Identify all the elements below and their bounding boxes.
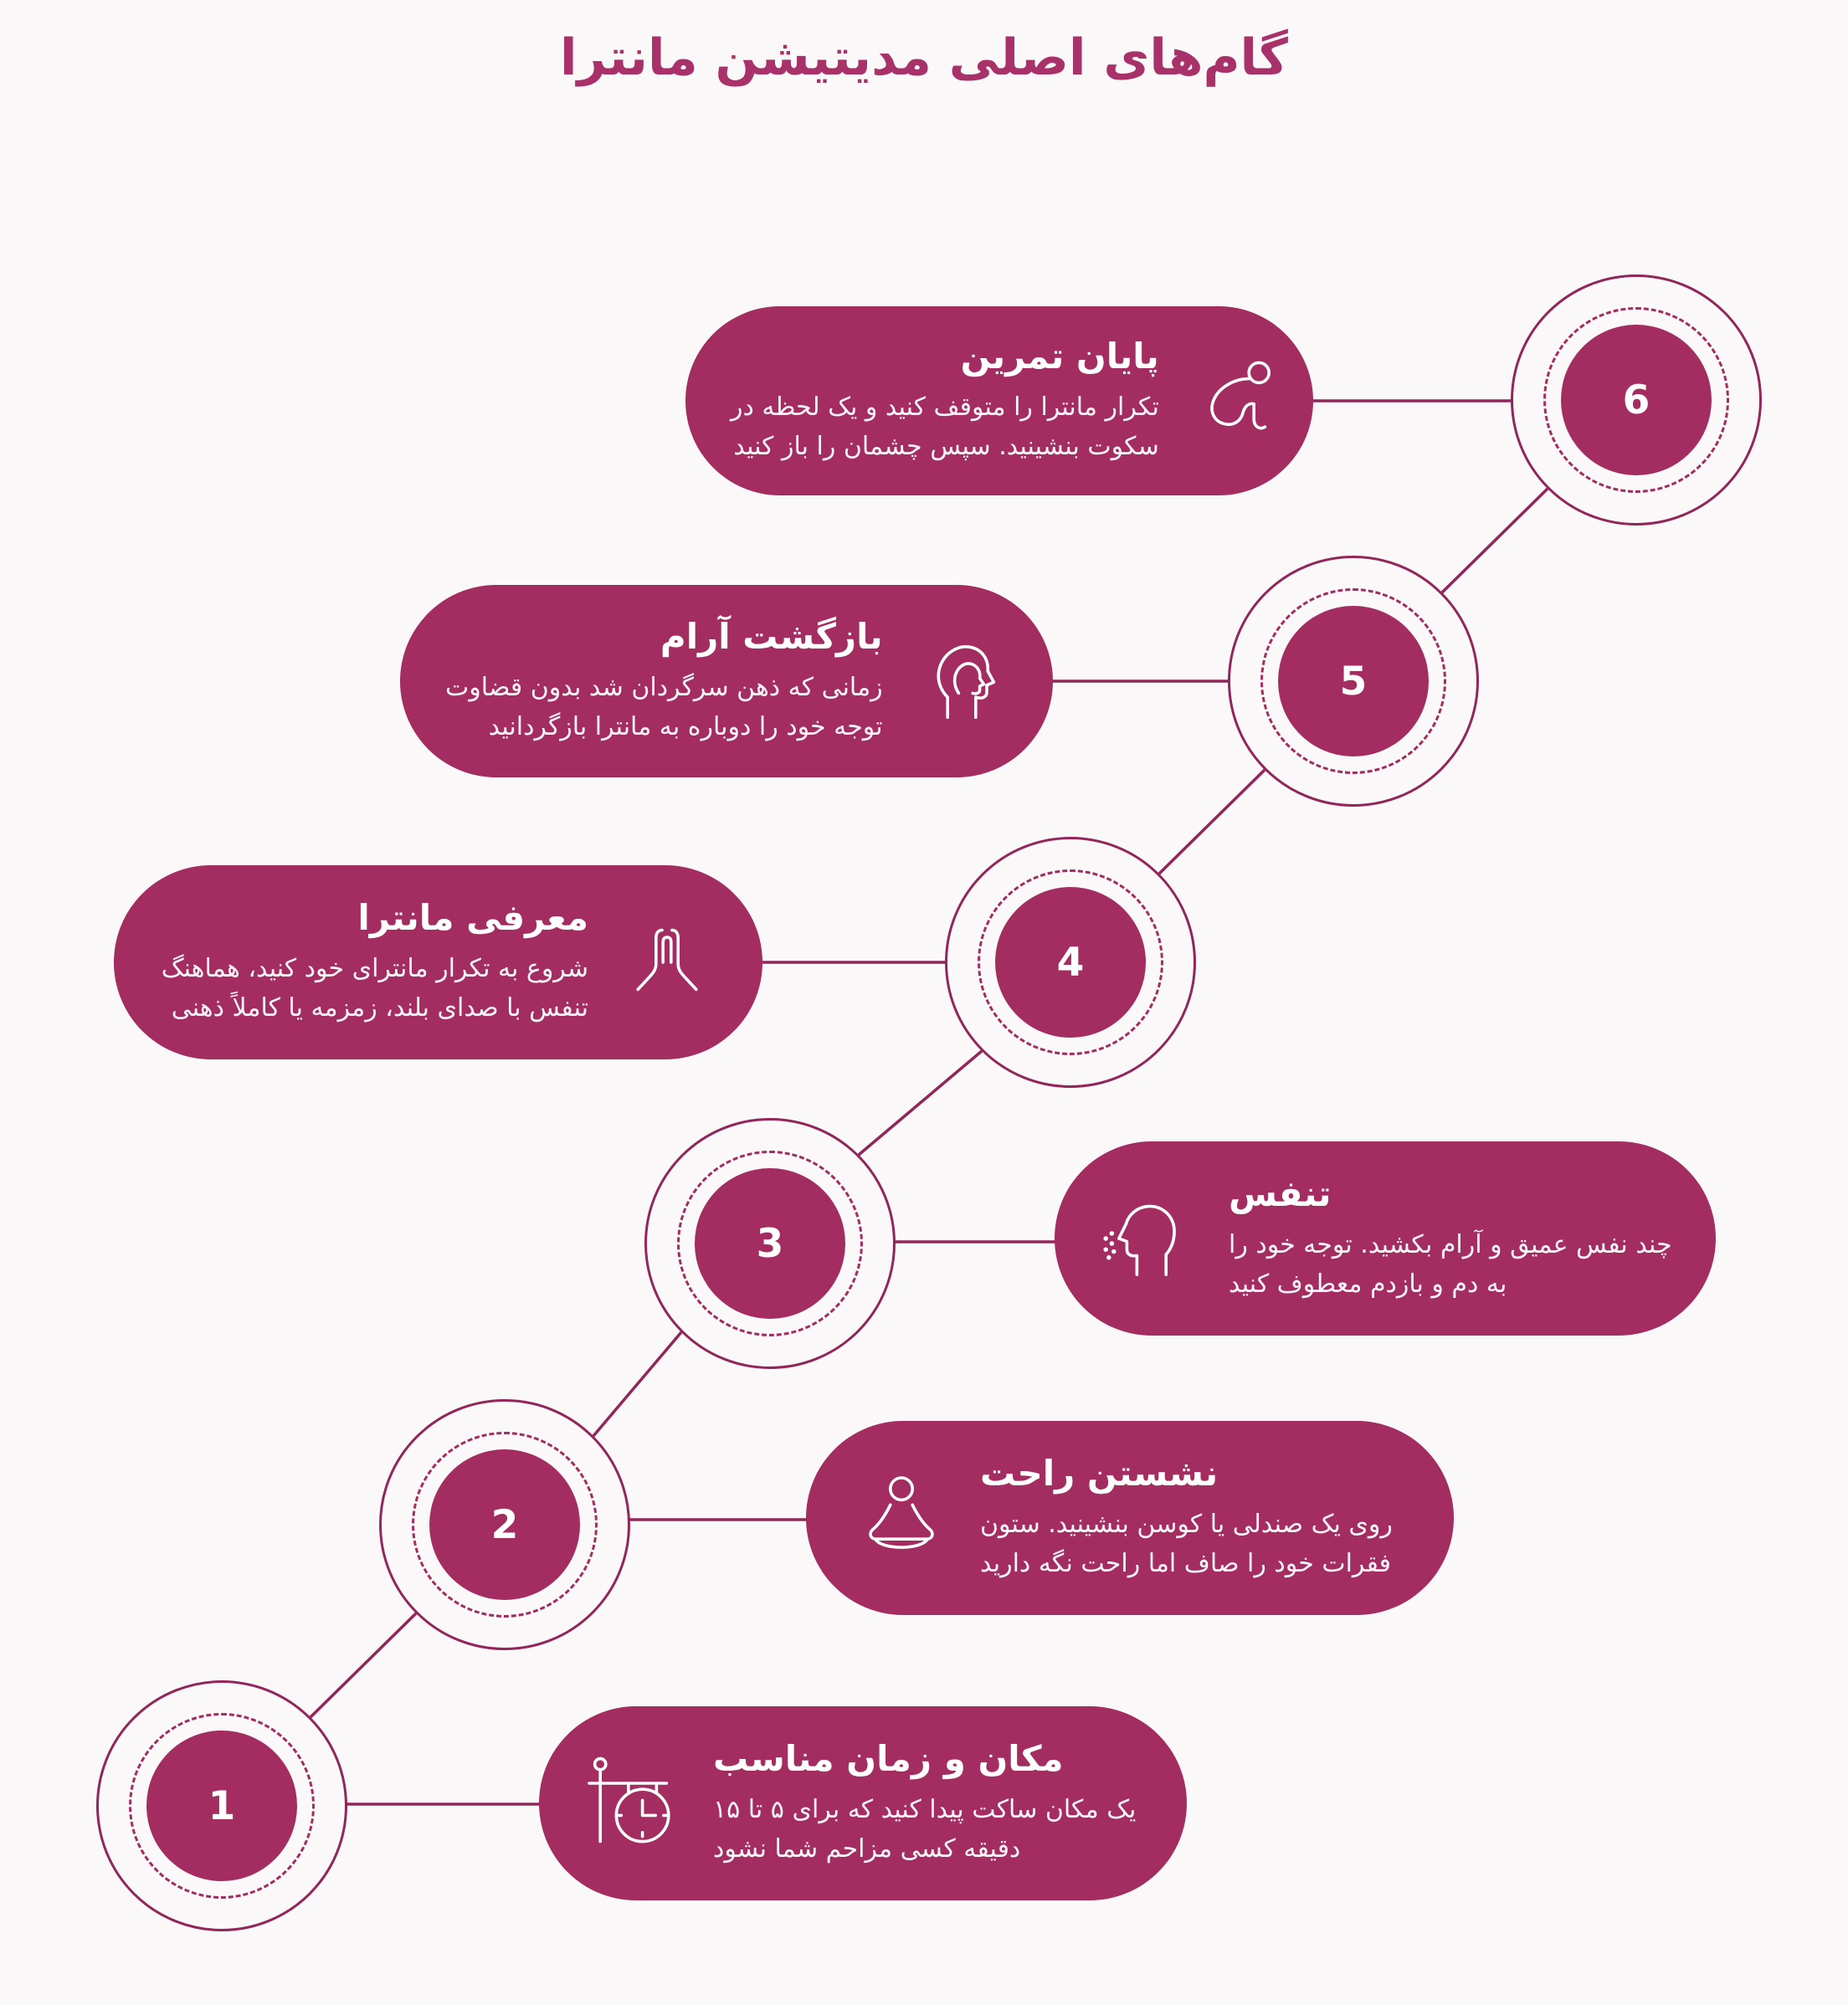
step-description <box>159 950 588 1028</box>
step-number: 6 <box>1622 377 1650 423</box>
step-number: 4 <box>1056 939 1085 986</box>
desc-line-1: چند نفس عمیق و آرام بکشید. توجه خود را <box>1229 1230 1672 1259</box>
step-number-circle <box>995 887 1146 1038</box>
step-title: مکان و زمان مناسب <box>713 1738 1064 1779</box>
desc-line-2: توجه خود را دوباره به مانترا بازگردانید <box>488 711 883 741</box>
step-number-circle <box>429 1449 580 1600</box>
desc-line-2: به دم و بازدم معطوف کنید <box>1229 1269 1507 1299</box>
link-node5-node4 <box>1159 770 1265 874</box>
step-number-circle <box>1561 325 1712 475</box>
step-node-5 <box>1228 556 1479 807</box>
step-node-4 <box>945 837 1196 1088</box>
step-title: پایان تمرین <box>960 336 1159 377</box>
step-node-1 <box>96 1680 347 1931</box>
meditating-person-icon <box>851 1468 952 1568</box>
desc-line-1: شروع به تکرار مانترای خود کنید، هماهنگ <box>161 954 588 983</box>
step-card-2 <box>806 1421 1454 1615</box>
step-title: نشستن راحت <box>980 1453 1219 1494</box>
step-text <box>731 336 1159 466</box>
desc-line-1: روی یک صندلی یا کوسن بنشینید. ستون <box>980 1510 1393 1539</box>
step-card-6 <box>685 306 1313 495</box>
step-text <box>713 1738 1142 1869</box>
step-card-1 <box>539 1706 1187 1900</box>
step-node-6 <box>1511 274 1762 526</box>
step-description <box>1229 1226 1672 1304</box>
desc-line-2: تنفس با صدای بلند، زمزمه یا کاملاً ذهنی <box>171 992 588 1023</box>
step-number: 5 <box>1339 658 1368 705</box>
step-number-circle <box>1278 606 1429 756</box>
step-text <box>1229 1173 1672 1304</box>
step-number-circle <box>146 1731 297 1881</box>
step-title: معرفی مانترا <box>357 897 588 938</box>
step-description <box>980 1505 1409 1583</box>
link-node3-node2 <box>593 1332 681 1436</box>
page-title: گام‌های اصلی مدیتیشن مانترا <box>560 28 1288 87</box>
desc-line-1: یک مکان ساکت پیدا کنید که برای ۵ تا ۱۵ <box>713 1795 1137 1824</box>
step-text <box>159 897 588 1028</box>
step-card-3 <box>1055 1141 1716 1336</box>
desc-line-2: سکوت بنشینید. سپس چشمان را باز کنید <box>733 431 1159 461</box>
praying-hands-icon <box>617 912 717 1013</box>
step-description <box>445 669 883 746</box>
step-number-circle <box>695 1168 845 1319</box>
step-number: 2 <box>490 1501 519 1548</box>
link-node2-node1 <box>311 1613 416 1717</box>
desc-line-2: فقرات خود را صاف اما راحت نگه دارید <box>980 1548 1391 1578</box>
bowing-person-icon <box>1188 351 1288 451</box>
step-number: 3 <box>756 1220 784 1267</box>
step-card-4 <box>114 865 762 1059</box>
step-text <box>980 1453 1409 1583</box>
step-description <box>731 388 1159 466</box>
desc-line-1: تکرار مانترا را متوقف کنید و یک لحظه در <box>731 392 1159 422</box>
link-node6-node5 <box>1442 489 1548 592</box>
step-text <box>445 616 883 746</box>
desc-line-2: دقیقه کسی مزاحم شما نشود <box>713 1833 1021 1864</box>
step-number: 1 <box>208 1782 236 1829</box>
link-node4-node3 <box>859 1051 982 1155</box>
step-node-2 <box>379 1399 630 1650</box>
step-description <box>713 1791 1142 1869</box>
desc-line-1: زمانی که ذهن سرگردان شد بدون قضاوت <box>445 673 883 702</box>
hanging-clock-icon <box>584 1753 685 1854</box>
breathing-head-icon <box>1100 1188 1200 1289</box>
step-title: تنفس <box>1229 1173 1332 1214</box>
step-title: بازگشت آرام <box>660 616 883 657</box>
step-node-3 <box>644 1118 896 1369</box>
mind-heads-icon <box>911 631 1012 731</box>
step-card-5 <box>400 585 1053 777</box>
